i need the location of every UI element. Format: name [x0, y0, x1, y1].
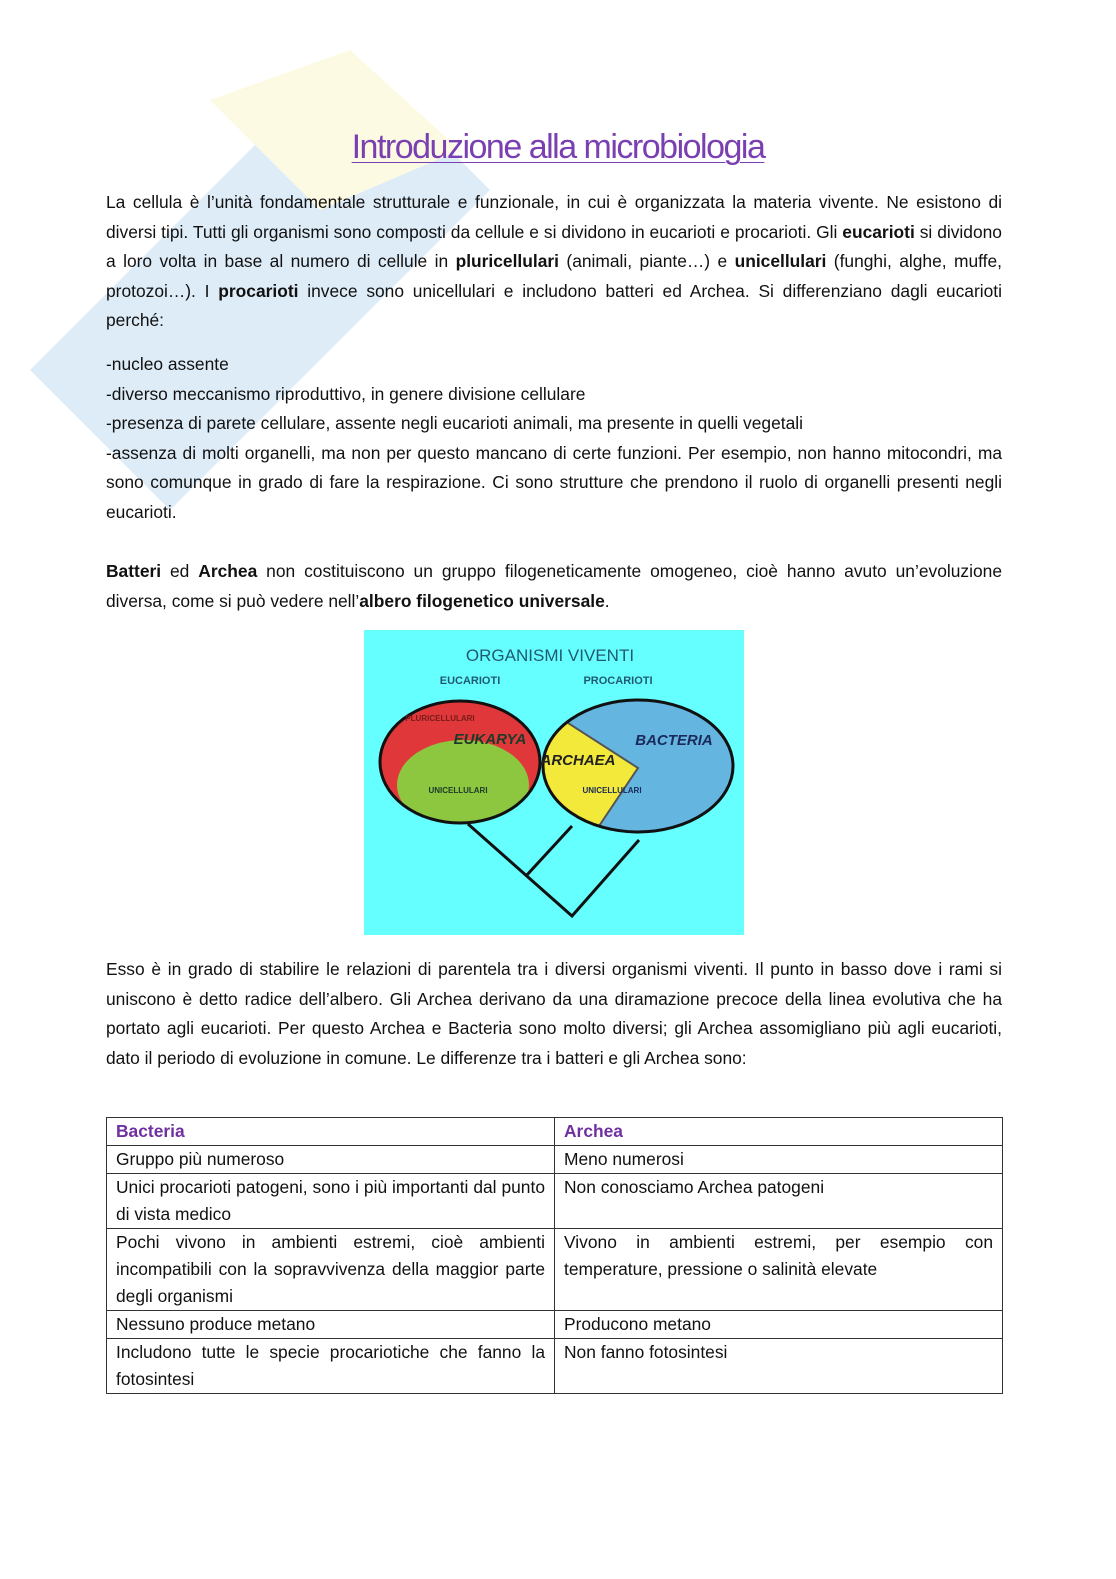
cell: Meno numerosi: [555, 1146, 1003, 1174]
table-row: [107, 1146, 1003, 1174]
label-bacteria: BACTERIA: [635, 732, 713, 749]
table-header-row: [107, 1118, 1003, 1146]
differences-list: [106, 350, 1002, 528]
list-item: -presenza di parete cellulare, assente negli eucarioti animali, ma presente in quelli vegetali: [106, 413, 803, 434]
cell: Includono tutte le specie procariotiche che fanno la fotosintesi: [107, 1339, 555, 1394]
page-title: Introduzione alla microbiologia: [351, 128, 765, 166]
cell: Vivono in ambienti estremi, per esempio con temperature, pressione o salinità elevate: [555, 1229, 1003, 1311]
cell: Non fanno fotosintesi: [555, 1339, 1003, 1394]
cell: Nessuno produce metano: [107, 1311, 555, 1339]
label-pluricellulari: PLURICELLULARI: [405, 714, 475, 723]
label-archaea: ARCHAEA: [540, 752, 616, 769]
label-procarioti: PROCARIOTI: [583, 675, 653, 687]
table-row: [107, 1174, 1003, 1229]
list-item: -assenza di molti organelli, ma non per questo mancano di certe funzioni. Per esempio, non hanno mitocondri, ma sono comunque in grado di fare la respirazione. Ci sono strutture che prendono il ruolo di organelli presenti negli eucarioti.: [106, 442, 1002, 522]
label-unicellulari-right: UNICELLULARI: [582, 786, 642, 795]
label-eucarioti: EUCARIOTI: [439, 675, 501, 687]
phylogeny-paragraph: Batteri ed Archea non costituiscono un gruppo filogeneticamente omogeneo, cioè hanno avuto un’evoluzione diversa, come si può vedere nell’albero filogenetico universale.: [106, 561, 1002, 611]
list-item: -nucleo assente: [106, 354, 229, 374]
cell: Non conosciamo Archea patogeni: [555, 1174, 1003, 1229]
intro-paragraph: La cellula è l’unità fondamentale strutturale e funzionale, in cui è organizzata la materia vivente. Ne esistono di diversi tipi. Tutti gli organismi sono composti da cellule e si dividono in eucarioti e procarioti. Gli eucarioti si dividono a loro volta in base al numero di cellule in pluricellulari (animali, piante…) e unicellulari (funghi, alghe, muffe, protozoi…). I procarioti invece sono unicellulari e includono batteri ed Archea. Si differenziano dagli eucarioti perché:: [106, 192, 1003, 331]
table-row: [107, 1229, 1003, 1311]
header-archea: Archea: [555, 1118, 1003, 1146]
cell: Unici procarioti patogeni, sono i più importanti dal punto di vista medico: [107, 1174, 555, 1229]
diagram-title: ORGANISMI VIVENTI: [465, 646, 635, 665]
table-row: [107, 1339, 1003, 1394]
comparison-table: [106, 1117, 1003, 1394]
cell: Producono metano: [555, 1311, 1003, 1339]
tree-explanation-paragraph: Esso è in grado di stabilire le relazioni di parentela tra i diversi organismi viventi. Il punto in basso dove i rami si uniscono è detto radice dell’albero. Gli Archea derivano da una diramazione precoce della linea evolutiva che ha portato agli eucarioti. Per questo Archea e Bacteria sono molto diversi; gli Archea assomigliano più agli eucarioti, dato il periodo di evoluzione in comune. Le differenze tra i batteri e gli Archea sono:: [106, 959, 1002, 1068]
list-item: -diverso meccanismo riproduttivo, in genere divisione cellulare: [106, 383, 586, 404]
cell: Pochi vivono in ambienti estremi, cioè ambienti incompatibili con la sopravvivenza della maggior parte degli organismi: [107, 1229, 555, 1311]
cell: Gruppo più numeroso: [107, 1146, 555, 1174]
header-bacteria: Bacteria: [107, 1118, 555, 1146]
label-eukarya: EUKARYA: [453, 731, 527, 748]
phylogenetic-tree-diagram: [364, 630, 744, 935]
label-unicellulari-left: UNICELLULARI: [428, 786, 488, 795]
table-row: [107, 1311, 1003, 1339]
